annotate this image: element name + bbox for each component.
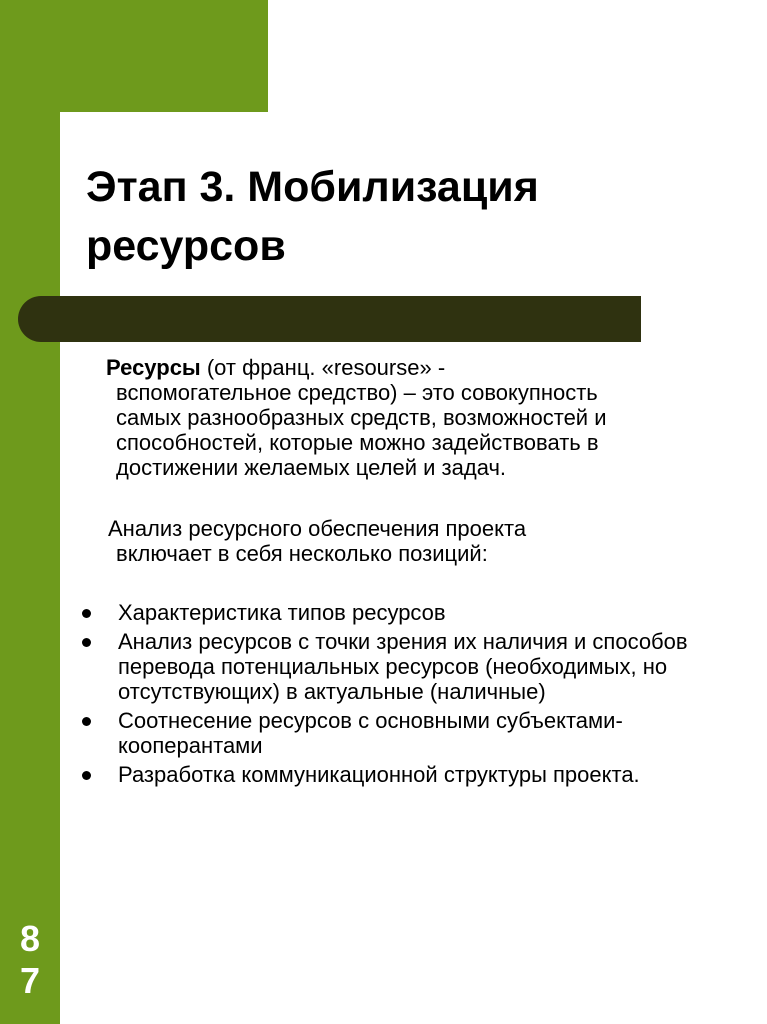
definition-line-2: вспомогательное средство) – это совокупность xyxy=(116,380,598,405)
page-number-digit-1: 8 xyxy=(19,918,41,959)
bullet-dot-icon xyxy=(82,717,91,726)
list-item xyxy=(78,629,718,704)
list-item xyxy=(78,600,718,625)
bullet-dot-icon xyxy=(82,771,91,780)
slide-title xyxy=(86,158,686,276)
bullet-dot-icon xyxy=(82,609,91,618)
bullet-dot-icon xyxy=(82,638,91,647)
definition-line-3: самых разнообразных средств, возможностей и xyxy=(116,405,607,430)
positions-list xyxy=(78,600,718,791)
list-item-text: Соотнесение ресурсов с основными субъектами-кооперантами xyxy=(118,708,623,758)
list-item xyxy=(78,762,718,787)
definition-line-4: способностей, которые можно задействовать в xyxy=(116,430,599,455)
page-number xyxy=(0,918,60,1002)
analysis-line-2: включает в себя несколько позиций: xyxy=(116,541,488,566)
definition-line-1: (от франц. «resourse» - xyxy=(200,355,446,380)
definition-line-5: достижении желаемых целей и задач. xyxy=(116,455,507,480)
title-divider-bar xyxy=(18,296,641,342)
title-line-1: Этап 3. Мобилизация xyxy=(86,163,539,211)
list-item-text: Характеристика типов ресурсов xyxy=(118,600,446,625)
definition-paragraph xyxy=(106,355,716,480)
title-line-2: ресурсов xyxy=(86,222,286,270)
list-item xyxy=(78,708,718,758)
analysis-paragraph xyxy=(108,516,716,566)
list-item-text: Анализ ресурсов с точки зрения их наличия и способов перевода потенциальных ресурсов (необходимых, но отсутствующих) в актуальные (наличные) xyxy=(118,629,688,704)
page-number-digit-2: 7 xyxy=(19,960,41,1001)
analysis-line-1: Анализ ресурсного обеспечения проекта xyxy=(108,516,527,541)
green-side-strip xyxy=(0,0,60,1024)
definition-term: Ресурсы xyxy=(106,355,201,380)
list-item-text: Разработка коммуникационной структуры проекта. xyxy=(118,762,640,787)
